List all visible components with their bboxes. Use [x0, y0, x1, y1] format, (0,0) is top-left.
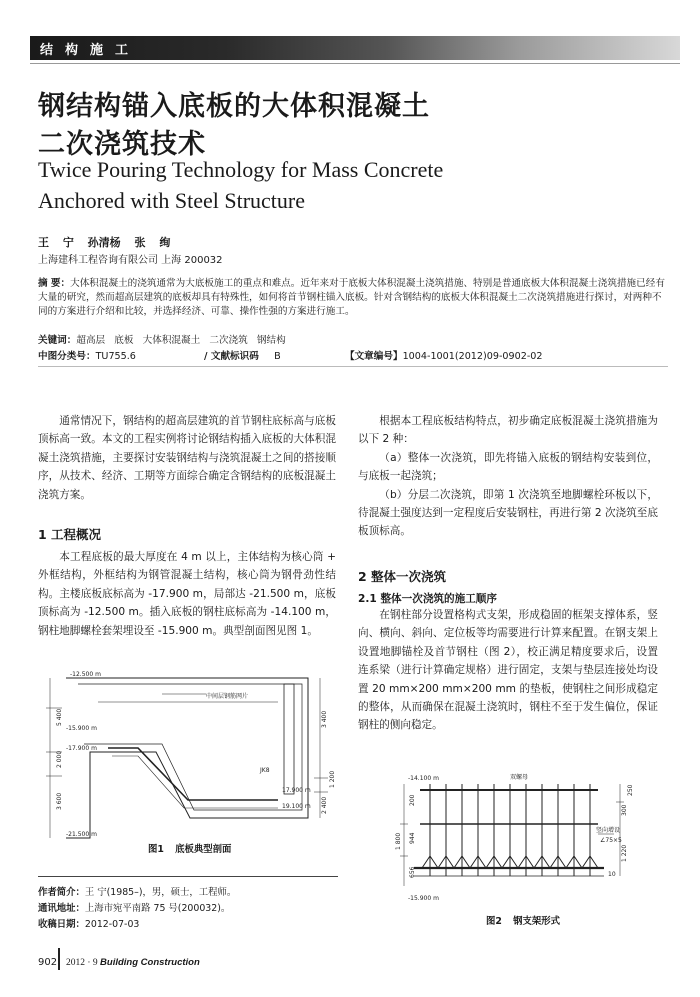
fig1-label-17900: -17.900 m [66, 745, 97, 752]
abstract-label: 摘 要： [38, 278, 71, 289]
abstract [38, 277, 668, 319]
section21-body [358, 606, 658, 735]
keywords [38, 332, 286, 346]
footnote-divider [38, 876, 338, 877]
footnote-author [38, 884, 236, 898]
section21-paragraph: 在钢柱部分设置格构式支架，形成稳固的框架支撑体系，竖向、横向、斜向、定位板等均需要进行计算来配置。在钢支架上设置地脚锚栓及首节钢柱（图 2），校正满足精度要求后，设置连系梁（进行计算确定规格）进行固定，支架与垫层连接处均设置 20 mm×200 mm×200 mm 的垫板，使钢柱之间形成稳定的整体，从而确保在混凝土浇筑时，钢柱不至于发生偏位，保证钢柱的侧向稳定。 [358, 609, 658, 732]
footnote-address-label: 通讯地址： [38, 903, 85, 914]
fig2-dim-10: 10 [608, 871, 616, 878]
fig2-dim-944: 944 [409, 832, 416, 844]
section-label: 结构施工 [40, 43, 141, 58]
fig1-dim-2400: 2 400 [321, 796, 328, 814]
abstract-text: 大体积混凝土的浇筑通常为大底板施工的重点和难点。近年来对于底板大体积混凝土浇筑措施、特别是普通底板大体积混凝土浇筑措施已经有大量的研究，然而超高层建筑的底板却具有特殊性，如何将首节钢柱锚入底板。针对含钢结构的底板大体积混凝土二次浇筑措施进行探讨，对两种不同的方案进行介绍和比较，并选择经济、可靠、操作性强的方案进行施工。 [38, 278, 665, 317]
article-number [345, 348, 543, 362]
figure1-caption: 图1 底板典型剖面 [148, 844, 232, 855]
option-b: （b）分层二次浇筑，即第 1 次浇筑至地脚螺栓环板以下，待混凝土强度达到一定程度后安装钢柱，再进行第 2 次浇筑至底板顶标高。 [358, 488, 658, 538]
fig1-dim-5400: 5 400 [56, 708, 63, 726]
fig2-dim-1220: 1 220 [621, 844, 628, 862]
footnote-address-text: 上海市宛平南路 75 号(200032)。 [84, 903, 231, 914]
fig2-label-angle: ∠75×5 [600, 837, 622, 844]
fig1-label-17900r: 17.900 m [282, 787, 311, 794]
right-column [358, 412, 658, 541]
doc-code-value: B [274, 351, 281, 362]
fig2-dim-250: 250 [627, 784, 634, 796]
title-en-line1: Twice Pouring Technology for Mass Concrete [38, 157, 444, 182]
figure2-steel-frame-drawing [392, 770, 652, 910]
section2-heading: 2 整体一次浇筑 [358, 569, 447, 584]
keywords-label: 关键词： [38, 335, 77, 346]
journal-name: Building Construction [100, 957, 200, 968]
fig2-label-14100: -14.100 m [408, 775, 439, 782]
journal-issue [66, 957, 200, 968]
option-a: （a）整体一次浇筑，即先将锚入底板的钢结构安装到位，与底板一起浇筑； [358, 451, 658, 483]
author-list: 王 宁 孙清杨 张 绚 [38, 236, 171, 249]
footnote-address [38, 900, 230, 914]
figure2-caption: 图2 钢支架形式 [486, 916, 561, 927]
fig1-label-top: -12.500 m [70, 671, 101, 678]
title-chinese [38, 88, 598, 164]
fig2-dim-1800: 1 800 [395, 832, 402, 850]
folio-divider [58, 948, 60, 970]
issue-date: 2012 · 9 [66, 958, 98, 968]
fig2-dim-200: 200 [409, 794, 416, 806]
fig1-label-19100: 19.100 m [282, 803, 311, 810]
fig2-dim-300: 300 [621, 804, 628, 816]
title-en-line2: Anchored with Steel Structure [38, 188, 305, 213]
fig1-dim-3400: 3 400 [321, 710, 328, 728]
footnote-author-label: 作者简介： [38, 887, 85, 898]
title-english [38, 154, 598, 216]
affiliation: 上海建科工程咨询有限公司 上海 200032 [38, 255, 223, 266]
title-cn-line2: 二次浇筑技术 [38, 129, 206, 160]
clc-number [38, 348, 136, 362]
section1-heading: 1 工程概况 [38, 527, 102, 542]
fig1-dim-1200: 1 200 [329, 770, 336, 788]
clc-value: TU755.6 [95, 351, 136, 362]
fig1-dim-2000: 2 000 [56, 750, 63, 768]
footnote-received-text: 2012-07-03 [84, 919, 140, 930]
left-column [38, 412, 336, 504]
method-intro: 根据本工程底板结构特点，初步确定底板混凝土浇筑措施为以下 2 种： [358, 415, 658, 446]
fig2-label-nut: 双螺母 [510, 774, 529, 781]
fig1-inner [78, 684, 302, 810]
fig1-label-jk8: JK8 [260, 767, 270, 774]
article-label: 【文章编号】 [345, 351, 403, 362]
fig1-label-mesh: 中间层钢筋网片 [206, 693, 249, 700]
fig1-steel-column [284, 684, 294, 794]
clc-label: 中图分类号： [38, 351, 96, 362]
footnote-author-text: 王 宁(1985–)，男，硕士，工程师。 [84, 887, 237, 898]
article-value: 1004-1001(2012)09-0902-02 [402, 351, 543, 362]
fig2-label-15900: -15.900 m [408, 895, 439, 902]
document-code [204, 348, 281, 362]
intro-paragraph: 通常情况下，钢结构的超高层建筑的首节钢柱底标高与底板顶标高一致。本文的工程实例将讨论钢结构插入底板的大体积混凝土浇筑措施，主要探讨安装钢结构与浇筑混凝土之间的搭接顺序，从技术、经济、工期等方面综合确定含钢结构的底板混凝土浇筑方案。 [38, 415, 336, 501]
footnote-received [38, 916, 139, 930]
figure1-section-drawing [38, 668, 336, 854]
footnote-received-label: 收稿日期： [38, 919, 85, 930]
fig1-dim-3600: 3 600 [56, 792, 63, 810]
fig2-vertical-members [430, 784, 590, 876]
fig2-label-stiffener: 竖向增设 [596, 827, 621, 834]
fig1-label-15900: -15.900 m [66, 725, 97, 732]
title-cn-line1: 钢结构锚入底板的大体积混凝土 [38, 91, 430, 122]
section1-body [38, 548, 336, 640]
fig1-label-21500: -21.500 m [66, 831, 97, 838]
section1-paragraph: 本工程底板的最大厚度在 4 m 以上，主体结构为核心筒 + 外框结构，外框结构为钢管混凝土结构，核心筒为钢骨劲性结构。主楼底板底标高为 -17.900 m，局部达 -21.500 m，底板顶标高为 -12.500 m。插入底板的钢柱底标高为 -14.100 m，钢柱地脚螺栓套架埋设至 -15.900 m。典型剖面图见图 1。 [38, 551, 336, 637]
keywords-text: 超高层 底板 大体积混凝土 二次浇筑 钢结构 [76, 335, 286, 346]
fig2-dim-656: 656 [409, 866, 416, 878]
page-number: 902 [38, 957, 58, 968]
section21-heading: 2.1 整体一次浇筑的施工顺序 [358, 593, 497, 605]
header-divider [30, 63, 680, 64]
doc-code-label: / 文献标识码 [204, 351, 259, 362]
meta-divider [38, 366, 668, 367]
